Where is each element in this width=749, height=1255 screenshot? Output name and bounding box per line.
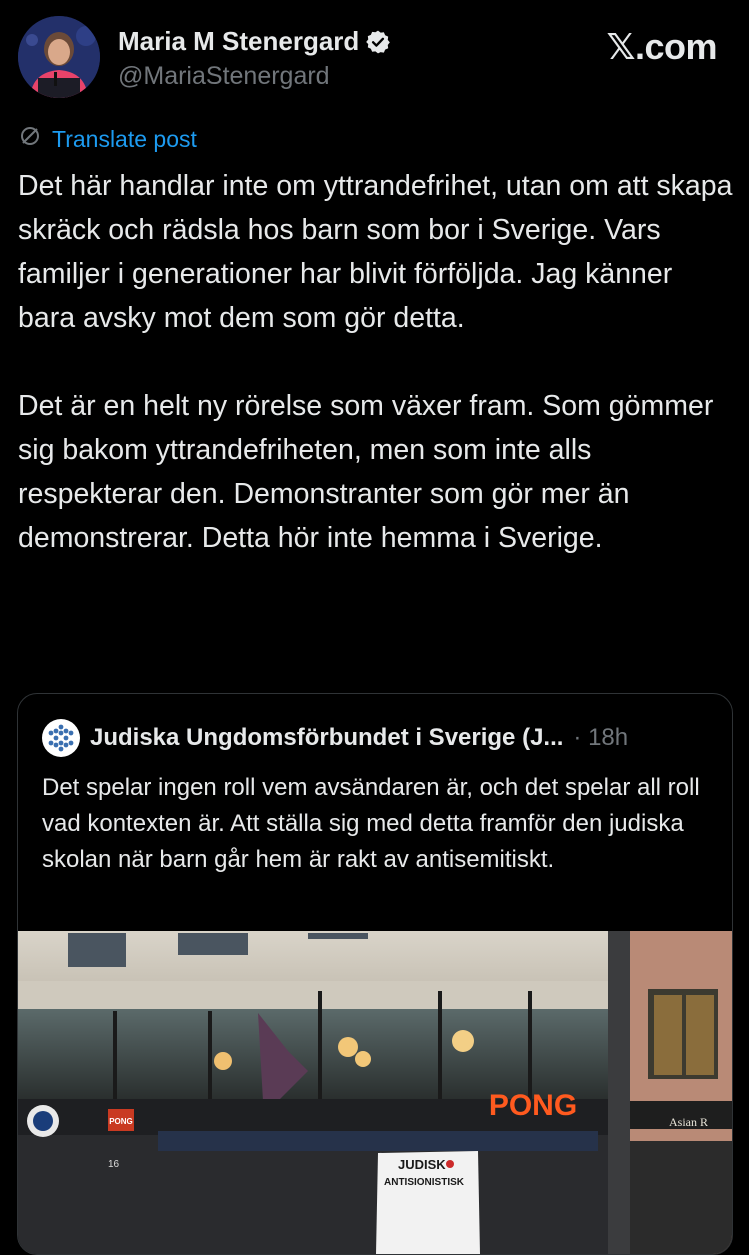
post-body [18, 164, 733, 560]
quoted-post-header [42, 718, 628, 758]
post-paragraph: Det är en helt ny rörelse som växer fram. Som gömmer sig bakom yttrandefriheten, men som inte alls respekterar den. Demonstranter som gör mer än demonstrerar. Detta hör inte hemma i Sverige. [18, 390, 714, 554]
site-watermark: 𝕏.com [606, 26, 717, 67]
verified-badge-icon [365, 29, 391, 55]
quoted-post[interactable] [17, 693, 733, 1255]
translate-label[interactable]: Translate post [52, 126, 197, 152]
quoted-post-text: Det spelar ingen roll vem avsändaren är, och det spelar all roll vad kontexten är. Att ställa sig med detta framför den judiska skolan när barn går hem är rakt av antisemitiskt. [42, 774, 700, 873]
author-avatar[interactable] [18, 16, 100, 98]
author-handle[interactable]: @MariaStenergard [118, 62, 330, 90]
author-name-row[interactable] [118, 26, 391, 57]
post-paragraph: Det här handlar inte om yttrandefrihet, utan om att skapa skräck och rädsla hos barn som bor i Sverige. Vars familjer i generationer har blivit förföljda. Jag känner bara avsky mot dem som gör detta. [18, 170, 733, 334]
pong-sign-text: PONG [488, 1089, 578, 1122]
door-number: 16 [108, 1159, 120, 1170]
post-header [0, 0, 749, 120]
quoted-author-name[interactable]: Judiska Ungdomsförbundet i Sverige (J... [90, 724, 564, 751]
quoted-timestamp[interactable]: · 18h [573, 724, 629, 751]
star-of-david-logo[interactable] [42, 719, 80, 757]
small-sign-text: PONG [109, 1117, 133, 1126]
banner-line-1: JUDISK [398, 1157, 446, 1172]
banner-line-2: ANTISIONISTISK [384, 1177, 465, 1188]
author-name[interactable]: Maria M Stenergard [118, 26, 360, 56]
shop-sign-text: Asian R [669, 1115, 708, 1129]
quoted-post-photo[interactable] [18, 931, 732, 1254]
translate-post-link[interactable] [18, 124, 197, 155]
translate-globe-icon [18, 124, 42, 155]
